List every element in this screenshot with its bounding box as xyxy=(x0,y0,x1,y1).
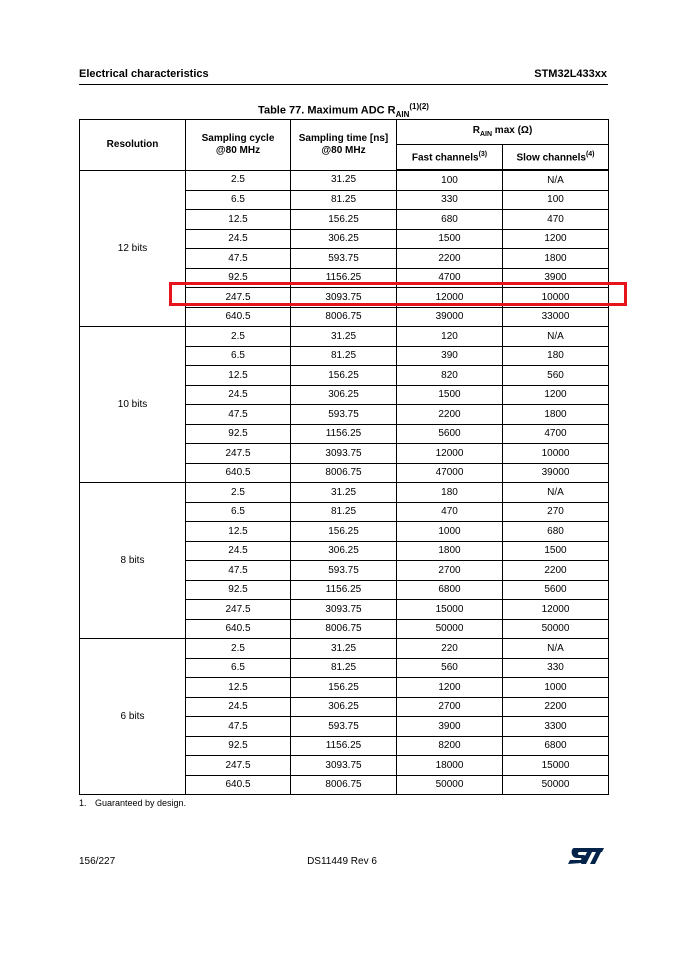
sampling-cycle-cell: 12.5 xyxy=(186,522,291,542)
fast-channel-cell: 2200 xyxy=(397,405,503,425)
sampling-cycle-cell: 2.5 xyxy=(186,483,291,503)
sampling-cycle-cell: 24.5 xyxy=(186,385,291,405)
fast-channel-cell: 12000 xyxy=(397,288,503,308)
sampling-time-cell: 3093.75 xyxy=(291,756,397,776)
sampling-time-cell: 306.25 xyxy=(291,229,397,249)
sampling-cycle-cell: 247.5 xyxy=(186,600,291,620)
slow-channel-cell: 330 xyxy=(503,658,609,678)
sampling-time-cell: 593.75 xyxy=(291,717,397,737)
slow-channel-cell: 10000 xyxy=(503,288,609,308)
fast-channel-cell: 1500 xyxy=(397,229,503,249)
adc-rain-table xyxy=(79,119,609,795)
header-sampling-cycle: Sampling cycle @80 MHz xyxy=(186,120,291,171)
fast-channel-cell: 12000 xyxy=(397,444,503,464)
fast-channel-cell: 820 xyxy=(397,366,503,386)
sampling-cycle-cell: 12.5 xyxy=(186,210,291,230)
fast-channel-cell: 2700 xyxy=(397,561,503,581)
sampling-cycle-cell: 92.5 xyxy=(186,580,291,600)
sampling-cycle-cell: 47.5 xyxy=(186,561,291,581)
sampling-cycle-cell: 6.5 xyxy=(186,502,291,522)
sampling-cycle-cell: 2.5 xyxy=(186,639,291,659)
fast-channel-cell: 1500 xyxy=(397,385,503,405)
fast-channel-cell: 1800 xyxy=(397,541,503,561)
fast-channel-cell: 220 xyxy=(397,639,503,659)
sampling-cycle-cell: 2.5 xyxy=(186,327,291,347)
fast-channel-cell: 120 xyxy=(397,327,503,347)
footnote xyxy=(79,798,186,808)
caption-prefix: Table 77. Maximum ADC R xyxy=(258,104,396,117)
footnote-text: Guaranteed by design. xyxy=(95,798,187,808)
caption-sub: AIN xyxy=(395,109,410,119)
header-part-number: STM32L433xx xyxy=(534,68,607,80)
sampling-cycle-cell: 47.5 xyxy=(186,717,291,737)
fast-channel-cell: 18000 xyxy=(397,756,503,776)
fast-channel-cell: 1200 xyxy=(397,678,503,698)
slow-channel-cell: 100 xyxy=(503,190,609,210)
sampling-time-cell: 1156.25 xyxy=(291,736,397,756)
sampling-time-cell: 8006.75 xyxy=(291,307,397,327)
slow-channel-cell: 1500 xyxy=(503,541,609,561)
sampling-time-cell: 3093.75 xyxy=(291,600,397,620)
slow-channel-cell: 1800 xyxy=(503,405,609,425)
fast-channel-cell: 2700 xyxy=(397,697,503,717)
sampling-cycle-cell: 12.5 xyxy=(186,678,291,698)
slow-channel-cell: 6800 xyxy=(503,736,609,756)
sampling-time-cell: 3093.75 xyxy=(291,444,397,464)
sampling-cycle-cell: 640.5 xyxy=(186,619,291,639)
slow-channel-cell: 680 xyxy=(503,522,609,542)
footer-doc-id: DS11449 Rev 6 xyxy=(307,856,377,867)
sampling-time-cell: 306.25 xyxy=(291,697,397,717)
header-divider xyxy=(79,84,608,85)
slow-channel-cell: 5600 xyxy=(503,580,609,600)
sampling-time-cell: 81.25 xyxy=(291,502,397,522)
sampling-time-cell: 593.75 xyxy=(291,249,397,269)
fast-channel-cell: 470 xyxy=(397,502,503,522)
slow-channel-cell: 39000 xyxy=(503,463,609,483)
header-sampling-time: Sampling time [ns] @80 MHz xyxy=(291,120,397,171)
slow-channel-cell: 1800 xyxy=(503,249,609,269)
slow-channel-cell: 12000 xyxy=(503,600,609,620)
slow-channel-cell: 3300 xyxy=(503,717,609,737)
slow-channel-cell: 1200 xyxy=(503,229,609,249)
fast-channel-cell: 15000 xyxy=(397,600,503,620)
sampling-cycle-cell: 247.5 xyxy=(186,444,291,464)
fast-channel-cell: 50000 xyxy=(397,775,503,795)
sampling-cycle-cell: 6.5 xyxy=(186,658,291,678)
caption-sup: (1)(2) xyxy=(409,102,429,111)
table-row xyxy=(80,639,609,659)
sampling-cycle-cell: 12.5 xyxy=(186,366,291,386)
sampling-time-cell: 81.25 xyxy=(291,658,397,678)
fast-channel-cell: 5600 xyxy=(397,424,503,444)
slow-channel-cell: 180 xyxy=(503,346,609,366)
header-section-title: Electrical characteristics xyxy=(79,68,209,80)
fast-channel-cell: 47000 xyxy=(397,463,503,483)
fast-channel-cell: 4700 xyxy=(397,268,503,288)
sampling-cycle-cell: 247.5 xyxy=(186,288,291,308)
table-caption xyxy=(79,102,608,119)
fast-channel-cell: 50000 xyxy=(397,619,503,639)
slow-channel-cell: 33000 xyxy=(503,307,609,327)
slow-channel-cell: 4700 xyxy=(503,424,609,444)
sampling-time-cell: 31.25 xyxy=(291,483,397,503)
st-logo-icon xyxy=(566,846,606,866)
sampling-time-cell: 306.25 xyxy=(291,541,397,561)
slow-channel-cell: 560 xyxy=(503,366,609,386)
fast-channel-cell: 3900 xyxy=(397,717,503,737)
fast-channel-cell: 390 xyxy=(397,346,503,366)
fast-channel-cell: 39000 xyxy=(397,307,503,327)
sampling-cycle-cell: 640.5 xyxy=(186,463,291,483)
table-body xyxy=(80,170,609,795)
header-resolution: Resolution xyxy=(80,120,186,171)
slow-channel-cell: 50000 xyxy=(503,775,609,795)
sampling-cycle-cell: 92.5 xyxy=(186,736,291,756)
fast-channel-cell: 1000 xyxy=(397,522,503,542)
sampling-time-cell: 8006.75 xyxy=(291,775,397,795)
resolution-cell: 8 bits xyxy=(80,483,186,639)
fast-channel-cell: 560 xyxy=(397,658,503,678)
sampling-time-cell: 593.75 xyxy=(291,561,397,581)
sampling-time-cell: 81.25 xyxy=(291,346,397,366)
fast-channel-cell: 2200 xyxy=(397,249,503,269)
sampling-cycle-cell: 47.5 xyxy=(186,405,291,425)
slow-channel-cell: 10000 xyxy=(503,444,609,464)
sampling-time-cell: 8006.75 xyxy=(291,619,397,639)
sampling-time-cell: 81.25 xyxy=(291,190,397,210)
header-rain-max: $R_{AIN}$ max (Ω) xyxy=(397,120,609,145)
slow-channel-cell: 1200 xyxy=(503,385,609,405)
fast-channel-cell: 180 xyxy=(397,483,503,503)
sampling-time-cell: 1156.25 xyxy=(291,580,397,600)
sampling-cycle-cell: 247.5 xyxy=(186,756,291,776)
slow-channel-cell: N/A xyxy=(503,327,609,347)
slow-channel-cell: N/A xyxy=(503,170,609,190)
sampling-time-cell: 1156.25 xyxy=(291,424,397,444)
sampling-time-cell: 156.25 xyxy=(291,210,397,230)
sampling-time-cell: 31.25 xyxy=(291,170,397,190)
slow-channel-cell: 2200 xyxy=(503,561,609,581)
resolution-cell: 12 bits xyxy=(80,170,186,327)
sampling-cycle-cell: 92.5 xyxy=(186,424,291,444)
sampling-cycle-cell: 92.5 xyxy=(186,268,291,288)
slow-channel-cell: 470 xyxy=(503,210,609,230)
table-row xyxy=(80,170,609,190)
fast-channel-cell: 330 xyxy=(397,190,503,210)
footnote-number: 1. xyxy=(79,798,87,808)
table-row xyxy=(80,483,609,503)
slow-channel-cell: 1000 xyxy=(503,678,609,698)
sampling-time-cell: 156.25 xyxy=(291,522,397,542)
header-fast-channels: Fast channels$^{(3)}$ xyxy=(397,145,503,171)
slow-channel-cell: N/A xyxy=(503,639,609,659)
header-slow-channels: Slow channels$^{(4)}$ xyxy=(503,145,609,171)
sampling-cycle-cell: 24.5 xyxy=(186,229,291,249)
sampling-cycle-cell: 6.5 xyxy=(186,346,291,366)
sampling-time-cell: 156.25 xyxy=(291,678,397,698)
sampling-cycle-cell: 640.5 xyxy=(186,307,291,327)
slow-channel-cell: 270 xyxy=(503,502,609,522)
sampling-time-cell: 8006.75 xyxy=(291,463,397,483)
fast-channel-cell: 8200 xyxy=(397,736,503,756)
footer-page-number: 156/227 xyxy=(79,856,116,867)
sampling-time-cell: 31.25 xyxy=(291,327,397,347)
slow-channel-cell: 3900 xyxy=(503,268,609,288)
slow-channel-cell: N/A xyxy=(503,483,609,503)
fast-channel-cell: 100 xyxy=(397,170,503,190)
slow-channel-cell: 50000 xyxy=(503,619,609,639)
sampling-cycle-cell: 640.5 xyxy=(186,775,291,795)
slow-channel-cell: 2200 xyxy=(503,697,609,717)
sampling-time-cell: 3093.75 xyxy=(291,288,397,308)
sampling-cycle-cell: 2.5 xyxy=(186,170,291,190)
sampling-cycle-cell: 47.5 xyxy=(186,249,291,269)
sampling-cycle-cell: 6.5 xyxy=(186,190,291,210)
fast-channel-cell: 6800 xyxy=(397,580,503,600)
slow-channel-cell: 15000 xyxy=(503,756,609,776)
sampling-time-cell: 31.25 xyxy=(291,639,397,659)
resolution-cell: 6 bits xyxy=(80,639,186,795)
sampling-time-cell: 306.25 xyxy=(291,385,397,405)
table-row xyxy=(80,327,609,347)
sampling-time-cell: 156.25 xyxy=(291,366,397,386)
sampling-time-cell: 593.75 xyxy=(291,405,397,425)
sampling-time-cell: 1156.25 xyxy=(291,268,397,288)
sampling-cycle-cell: 24.5 xyxy=(186,541,291,561)
sampling-cycle-cell: 24.5 xyxy=(186,697,291,717)
fast-channel-cell: 680 xyxy=(397,210,503,230)
resolution-cell: 10 bits xyxy=(80,327,186,483)
